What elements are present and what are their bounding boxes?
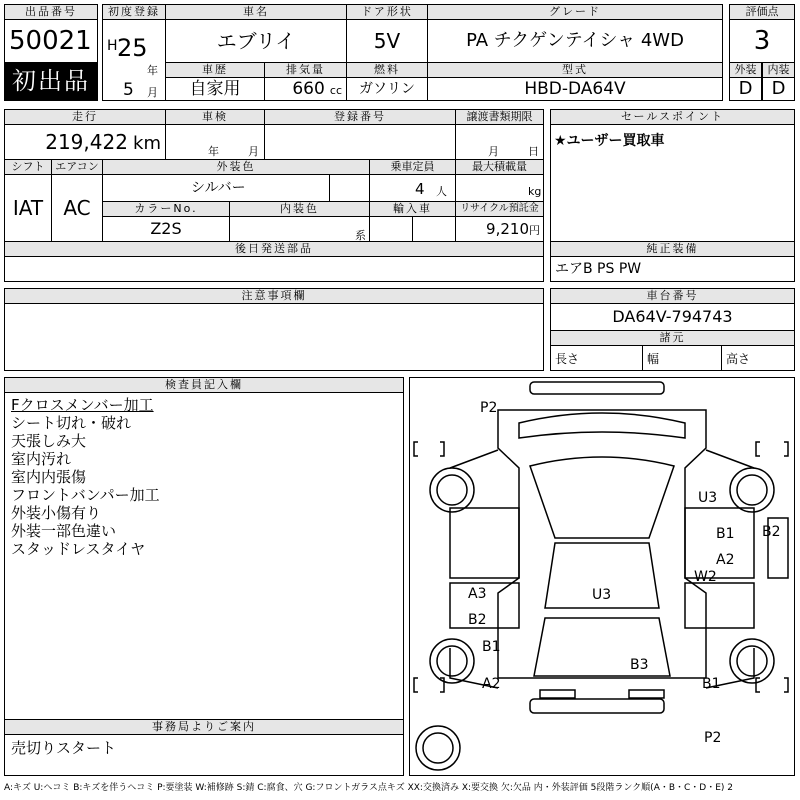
first-reg-label: 初度登録 <box>102 4 166 20</box>
damage-mark: A2 <box>716 552 735 568</box>
note-line: シート切れ・破れ <box>11 414 132 432</box>
inspector-notes <box>11 396 160 558</box>
insp-year-unit: 年 <box>208 145 219 158</box>
body-outline <box>498 410 706 678</box>
chassis-no: DA64V-794743 <box>550 303 795 331</box>
left-front-door <box>450 508 519 578</box>
car-name-label: 車名 <box>165 4 347 20</box>
chassis-label: 車台番号 <box>550 288 795 304</box>
import-label: 輸入車 <box>369 201 456 217</box>
displacement: 660 <box>292 79 325 99</box>
mileage-cell <box>4 124 166 160</box>
bracket-right-top <box>756 442 760 456</box>
int-color-unit: 系 <box>355 229 366 242</box>
reg-year: 25 <box>117 34 148 62</box>
lot-no-label: 出品番号 <box>4 4 98 20</box>
equipment: エアB PS PW <box>550 256 795 282</box>
capacity-unit: 人 <box>436 185 447 198</box>
displacement-cell <box>264 77 347 101</box>
rear-light-right <box>629 690 664 698</box>
ext-color-sub <box>329 174 370 202</box>
inspection-cell <box>165 124 265 160</box>
ext-color: シルバー <box>102 174 330 202</box>
wheel-rear-right-inner <box>737 646 767 676</box>
era-letter: H <box>107 38 118 54</box>
ext-grade: D <box>729 77 762 101</box>
windshield-shape <box>530 457 674 538</box>
ac: AC <box>51 174 103 242</box>
damage-mark: B1 <box>716 526 735 542</box>
import-cell-b <box>412 216 456 242</box>
wheel-rear-left-inner <box>437 646 467 676</box>
recycle-label: リサイクル預託金 <box>455 201 544 217</box>
reg-month: 5 <box>123 80 134 100</box>
inspector-label: 検査員記入欄 <box>4 377 404 393</box>
int-grade-label: 内装 <box>762 62 795 78</box>
note-line: 室内内張傷 <box>11 468 87 486</box>
shift: IAT <box>4 174 52 242</box>
int-color-label: 内装色 <box>229 201 370 217</box>
dims-label: 諸元 <box>550 330 795 346</box>
transfer-label: 譲渡書類期限 <box>455 109 544 125</box>
reg-no-cell <box>264 124 456 160</box>
dims-height: 高さ <box>721 345 795 371</box>
car-name: エブリイ <box>165 19 347 63</box>
damage-mark: A3 <box>468 586 487 602</box>
first-reg-cell <box>102 19 166 101</box>
rear-glass-shape <box>534 618 670 676</box>
capacity-cell <box>369 174 456 202</box>
capacity: 4 <box>415 180 425 198</box>
bracket-left-top-r <box>440 442 444 456</box>
color-no: Z2S <box>102 216 230 242</box>
rear-bumper-shape <box>530 699 664 713</box>
damage-mark: U3 <box>698 490 718 506</box>
note-line: 天張しみ大 <box>11 432 87 450</box>
reg-year-unit: 年 <box>147 64 158 77</box>
model-label: 型式 <box>427 62 723 78</box>
bracket-right-top-r <box>784 442 788 456</box>
front-bumper-shape <box>530 382 664 394</box>
dims-width: 幅 <box>642 345 722 371</box>
sales-point-text: ★ユーザー買取車 <box>554 133 665 149</box>
mileage-unit: km <box>133 133 161 154</box>
bracket-right-bottom-r <box>784 678 788 692</box>
damage-mark: U3 <box>592 587 612 603</box>
right-rear-door <box>685 583 754 628</box>
grade-label: グレード <box>427 4 723 20</box>
car-diagram-svg <box>410 378 794 775</box>
recycle-unit: 円 <box>529 224 540 237</box>
bracket-left-top <box>414 442 418 456</box>
sales-point-box <box>550 124 795 242</box>
recycle: 9,210 <box>486 220 529 238</box>
max-load-cell <box>455 174 544 202</box>
displacement-label: 排気量 <box>264 62 347 78</box>
later-parts-label: 後日発送部品 <box>4 241 544 257</box>
sales-point-label: セールスポイント <box>550 109 795 125</box>
fuel-label: 燃料 <box>346 62 428 78</box>
damage-diagram <box>409 377 795 776</box>
right-mirror-line <box>706 450 754 468</box>
dims-length: 長さ <box>550 345 643 371</box>
damage-mark: B2 <box>762 524 781 540</box>
later-parts-box <box>4 256 544 282</box>
first-listing-badge: 初出品 <box>4 62 98 101</box>
ac-label: エアコン <box>51 159 103 175</box>
door-label: ドア形状 <box>346 4 428 20</box>
wheel-front-right-inner <box>737 475 767 505</box>
left-mirror-line <box>450 450 498 468</box>
note-line: 外装小傷有り <box>11 504 102 522</box>
model-code: HBD-DA64V <box>427 77 723 101</box>
damage-mark: P2 <box>704 730 722 746</box>
max-load-label: 最大積載量 <box>455 159 544 175</box>
windshield-top <box>519 413 685 438</box>
score: 3 <box>729 19 795 63</box>
int-color-cell <box>229 216 370 242</box>
note-line: 外装一部色違い <box>11 522 117 540</box>
damage-mark: B1 <box>482 639 501 655</box>
wheel-front-left-inner <box>437 475 467 505</box>
inspection-label: 車検 <box>165 109 265 125</box>
damage-mark: P2 <box>480 400 498 416</box>
damage-mark: B1 <box>702 676 721 692</box>
int-grade: D <box>762 77 795 101</box>
damage-mark: B2 <box>468 612 487 628</box>
caution-label: 注意事項欄 <box>4 288 544 304</box>
inspector-box <box>4 392 404 720</box>
color-no-label: カラーNo. <box>102 201 230 217</box>
bracket-left-bottom <box>414 678 418 692</box>
office-note: 売切りスタート <box>4 734 404 776</box>
displacement-unit: cc <box>329 84 342 97</box>
spare-wheel-inner <box>423 733 453 763</box>
transfer-month-unit: 月 <box>488 145 499 158</box>
note-line: フロントバンパー加工 <box>11 486 160 504</box>
mileage-label: 走行 <box>4 109 166 125</box>
mileage: 219,422 <box>45 130 128 154</box>
office-label: 事務局よりご案内 <box>4 719 404 735</box>
note-line: スタッドレスタイヤ <box>11 540 146 558</box>
ext-color-label: 外装色 <box>102 159 370 175</box>
bracket-right-bottom <box>756 678 760 692</box>
note-line: 室内汚れ <box>11 450 72 468</box>
fuel: ガソリン <box>346 77 428 101</box>
score-label: 評価点 <box>729 4 795 20</box>
equip-label: 純正装備 <box>550 241 795 257</box>
grade: PA チクゲンテイシャ 4WD <box>427 19 723 63</box>
reg-no-label: 登録番号 <box>264 109 456 125</box>
damage-mark: W2 <box>694 569 717 585</box>
capacity-label: 乗車定員 <box>369 159 456 175</box>
damage-mark: B3 <box>630 657 649 673</box>
reg-month-unit: 月 <box>147 86 158 99</box>
history: 自家用 <box>165 77 265 101</box>
note-line: Fクロスメンバー加工 <box>11 396 154 414</box>
door-type: 5V <box>346 19 428 63</box>
legend: A:キズ U:ヘコミ B:キズを伴うヘコミ P:要塗装 W:補修跡 S:錆 C:腐食、穴 G:フロントガラス点キズ XX:交換済み X:要交換 欠:欠品 内・外装評価 5段階ランク順(A・B・C・D・E) 2 <box>4 783 734 793</box>
history-label: 車歴 <box>165 62 265 78</box>
caution-box <box>4 303 544 371</box>
max-load-unit: kg <box>528 185 542 198</box>
lot-number: 50021 <box>4 19 98 63</box>
insp-month-unit: 月 <box>248 145 259 158</box>
rear-light-left <box>540 690 575 698</box>
transfer-cell <box>455 124 544 160</box>
transfer-day-unit: 日 <box>528 145 539 158</box>
import-cell-a <box>369 216 413 242</box>
ext-grade-label: 外装 <box>729 62 762 78</box>
recycle-cell <box>455 216 544 242</box>
damage-mark: A2 <box>482 676 501 692</box>
shift-label: シフト <box>4 159 52 175</box>
